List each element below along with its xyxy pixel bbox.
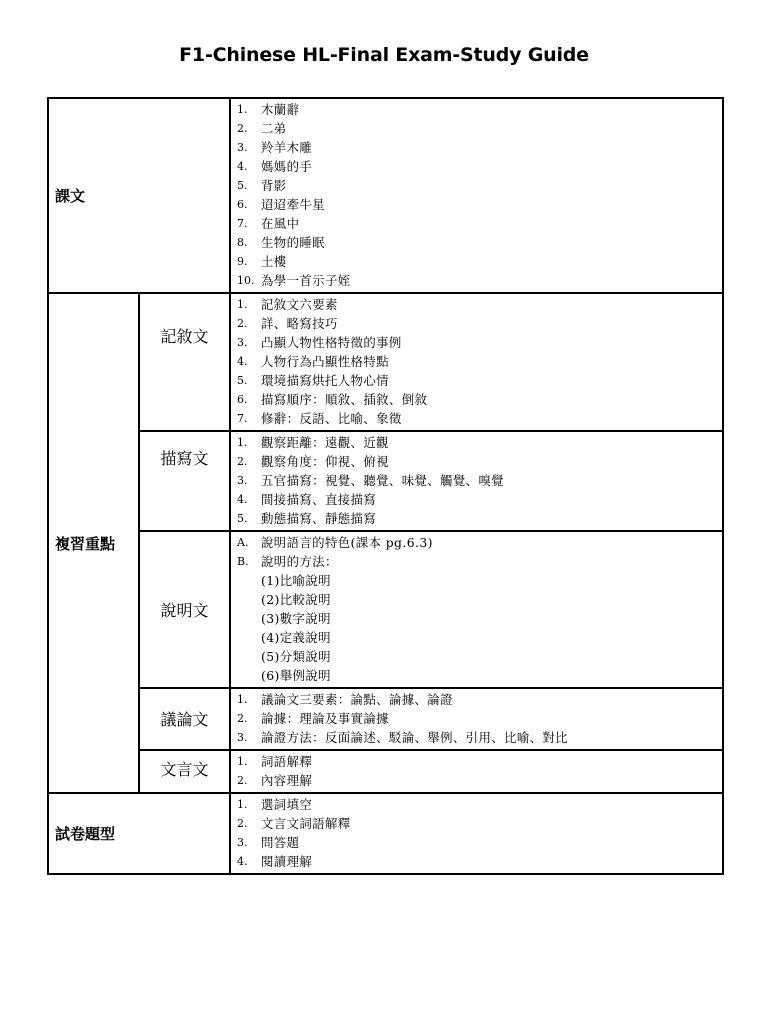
list-item-text: 修辭：反語、比喻、象徵 <box>261 411 402 426</box>
list-item-number: 7. <box>237 412 248 425</box>
method-item <box>237 571 722 590</box>
list-item-text: 說明的方法： <box>261 554 338 569</box>
method-item <box>237 666 722 685</box>
list-item-number: 8. <box>237 236 248 249</box>
argumentative-label: 議論文 <box>139 688 230 750</box>
list-item-text: 論證方法：反面論述、駁論、舉例、引用、比喻、對比 <box>261 730 568 745</box>
study-guide-table <box>47 97 724 875</box>
narrative-row <box>48 293 723 431</box>
list-item-text: 描寫順序：順敘、插敘、倒敘 <box>261 392 428 407</box>
narrative-list <box>231 294 722 430</box>
list-item-text: 文言文詞語解釋 <box>261 816 351 831</box>
list-item-text: 羚羊木雕 <box>261 140 313 155</box>
narrative-list-cell <box>230 293 723 431</box>
list-item-text: 閱讀理解 <box>261 854 313 869</box>
list-item <box>237 552 722 571</box>
list-item-text: 土樓 <box>261 254 287 269</box>
texts-row <box>48 98 723 293</box>
list-item-text: 迢迢牽牛星 <box>261 197 325 212</box>
list-item <box>237 271 722 290</box>
list-item-text: 生物的睡眠 <box>261 235 325 250</box>
list-item-text: 內容理解 <box>261 773 313 788</box>
list-item <box>237 852 722 871</box>
question-types-list <box>231 794 722 873</box>
list-item <box>237 233 722 252</box>
method-item-text: (4)定義說明 <box>261 630 331 645</box>
list-item-text: 問答題 <box>261 835 300 850</box>
texts-list <box>231 99 722 292</box>
list-item-number: 2. <box>237 317 248 330</box>
list-item <box>237 100 722 119</box>
list-item-number: 3. <box>237 836 248 849</box>
list-item <box>237 352 722 371</box>
list-item <box>237 333 722 352</box>
classical-list <box>231 751 722 792</box>
expository-list <box>231 532 722 687</box>
texts-list-cell <box>230 98 723 293</box>
list-item <box>237 814 722 833</box>
list-item <box>237 371 722 390</box>
list-item-text: 選詞填空 <box>261 797 313 812</box>
list-item <box>237 214 722 233</box>
list-item <box>237 533 722 552</box>
classical-label: 文言文 <box>139 750 230 793</box>
list-item-number: 4. <box>237 355 248 368</box>
list-item-text: 環境描寫烘托人物心情 <box>261 373 389 388</box>
classical-list-cell <box>230 750 723 793</box>
argumentative-list <box>231 689 722 749</box>
list-item-number: 4. <box>237 493 248 506</box>
descriptive-list-cell <box>230 431 723 531</box>
list-item-text: 觀察角度：仰視、俯視 <box>261 454 389 469</box>
method-item <box>237 609 722 628</box>
method-item-text: (3)數字說明 <box>261 611 331 626</box>
list-item <box>237 728 722 747</box>
list-item-number: 3. <box>237 336 248 349</box>
list-item-text: 論據：理論及事實論據 <box>261 711 389 726</box>
list-item-text: 人物行為凸顯性格特點 <box>261 354 389 369</box>
expository-row <box>48 531 723 688</box>
list-item-number: 2. <box>237 712 248 725</box>
question-types-label: 試卷題型 <box>48 793 230 874</box>
list-item-number: 6. <box>237 393 248 406</box>
list-item-text: 凸顯人物性格特徵的事例 <box>261 335 402 350</box>
descriptive-row <box>48 431 723 531</box>
list-item-number: A. <box>237 536 249 549</box>
method-item-text: (5)分類說明 <box>261 649 331 664</box>
argumentative-list-cell <box>230 688 723 750</box>
list-item <box>237 490 722 509</box>
review-label: 複習重點 <box>48 293 139 793</box>
list-item-text: 動態描寫、靜態描寫 <box>261 511 377 526</box>
list-item-number: 2. <box>237 122 248 135</box>
list-item <box>237 752 722 771</box>
list-item-number: 9. <box>237 255 248 268</box>
list-item <box>237 195 722 214</box>
list-item <box>237 176 722 195</box>
list-item-text: 五官描寫：視覺、聽覺、味覺、觸覺、嗅覺 <box>261 473 505 488</box>
list-item-number: 2. <box>237 774 248 787</box>
list-item <box>237 157 722 176</box>
method-item <box>237 647 722 666</box>
expository-label: 說明文 <box>139 531 230 688</box>
list-item-text: 間接描寫、直接描寫 <box>261 492 377 507</box>
list-item-number: 1. <box>237 298 248 311</box>
method-item <box>237 590 722 609</box>
list-item <box>237 509 722 528</box>
question-types-row <box>48 793 723 874</box>
list-item-text: 為學一首示子姪 <box>261 273 351 288</box>
descriptive-list <box>231 432 722 530</box>
method-item-text: (6)舉例說明 <box>261 668 331 683</box>
expository-list-cell <box>230 531 723 688</box>
list-item-text: 議論文三要素：論點、論據、論證 <box>261 692 453 707</box>
list-item-number: B. <box>237 555 249 568</box>
list-item-number: 10. <box>237 274 255 287</box>
method-item <box>237 628 722 647</box>
list-item-number: 1. <box>237 103 248 116</box>
method-item-text: (1)比喻說明 <box>261 573 331 588</box>
list-item-number: 2. <box>237 817 248 830</box>
list-item <box>237 295 722 314</box>
texts-label: 課文 <box>48 98 230 293</box>
method-item-text: (2)比較說明 <box>261 592 331 607</box>
list-item <box>237 471 722 490</box>
list-item <box>237 138 722 157</box>
page-title: F1-Chinese HL-Final Exam-Study Guide <box>179 44 589 66</box>
list-item-number: 2. <box>237 455 248 468</box>
question-types-list-cell <box>230 793 723 874</box>
list-item-text: 在風中 <box>261 216 300 231</box>
list-item-text: 詞語解釋 <box>261 754 313 769</box>
list-item <box>237 390 722 409</box>
list-item-number: 3. <box>237 731 248 744</box>
list-item-text: 木蘭辭 <box>261 102 300 117</box>
list-item-number: 1. <box>237 755 248 768</box>
list-item <box>237 690 722 709</box>
list-item-number: 3. <box>237 141 248 154</box>
list-item-text: 詳、略寫技巧 <box>261 316 338 331</box>
list-item-number: 6. <box>237 198 248 211</box>
list-item-text: 背影 <box>261 178 287 193</box>
list-item-text: 觀察距離：遠觀、近觀 <box>261 435 389 450</box>
list-item <box>237 771 722 790</box>
list-item-number: 1. <box>237 693 248 706</box>
list-item <box>237 709 722 728</box>
argumentative-row <box>48 688 723 750</box>
list-item-number: 3. <box>237 474 248 487</box>
list-item-text: 媽媽的手 <box>261 159 313 174</box>
list-item-text: 記敘文六要素 <box>261 297 338 312</box>
list-item-number: 1. <box>237 436 248 449</box>
list-item <box>237 795 722 814</box>
list-item-text: 二弟 <box>261 121 287 136</box>
list-item <box>237 252 722 271</box>
list-item <box>237 119 722 138</box>
list-item-number: 4. <box>237 855 248 868</box>
list-item-number: 5. <box>237 374 248 387</box>
classical-row <box>48 750 723 793</box>
list-item <box>237 833 722 852</box>
list-item <box>237 452 722 471</box>
list-item-number: 1. <box>237 798 248 811</box>
narrative-label: 記敘文 <box>139 293 230 431</box>
list-item-number: 5. <box>237 512 248 525</box>
descriptive-label: 描寫文 <box>139 431 230 531</box>
list-item-number: 5. <box>237 179 248 192</box>
list-item <box>237 409 722 428</box>
list-item-text: 說明語言的特色(課本 pg.6.3) <box>261 535 433 550</box>
list-item-number: 4. <box>237 160 248 173</box>
list-item-number: 7. <box>237 217 248 230</box>
list-item <box>237 314 722 333</box>
list-item <box>237 433 722 452</box>
